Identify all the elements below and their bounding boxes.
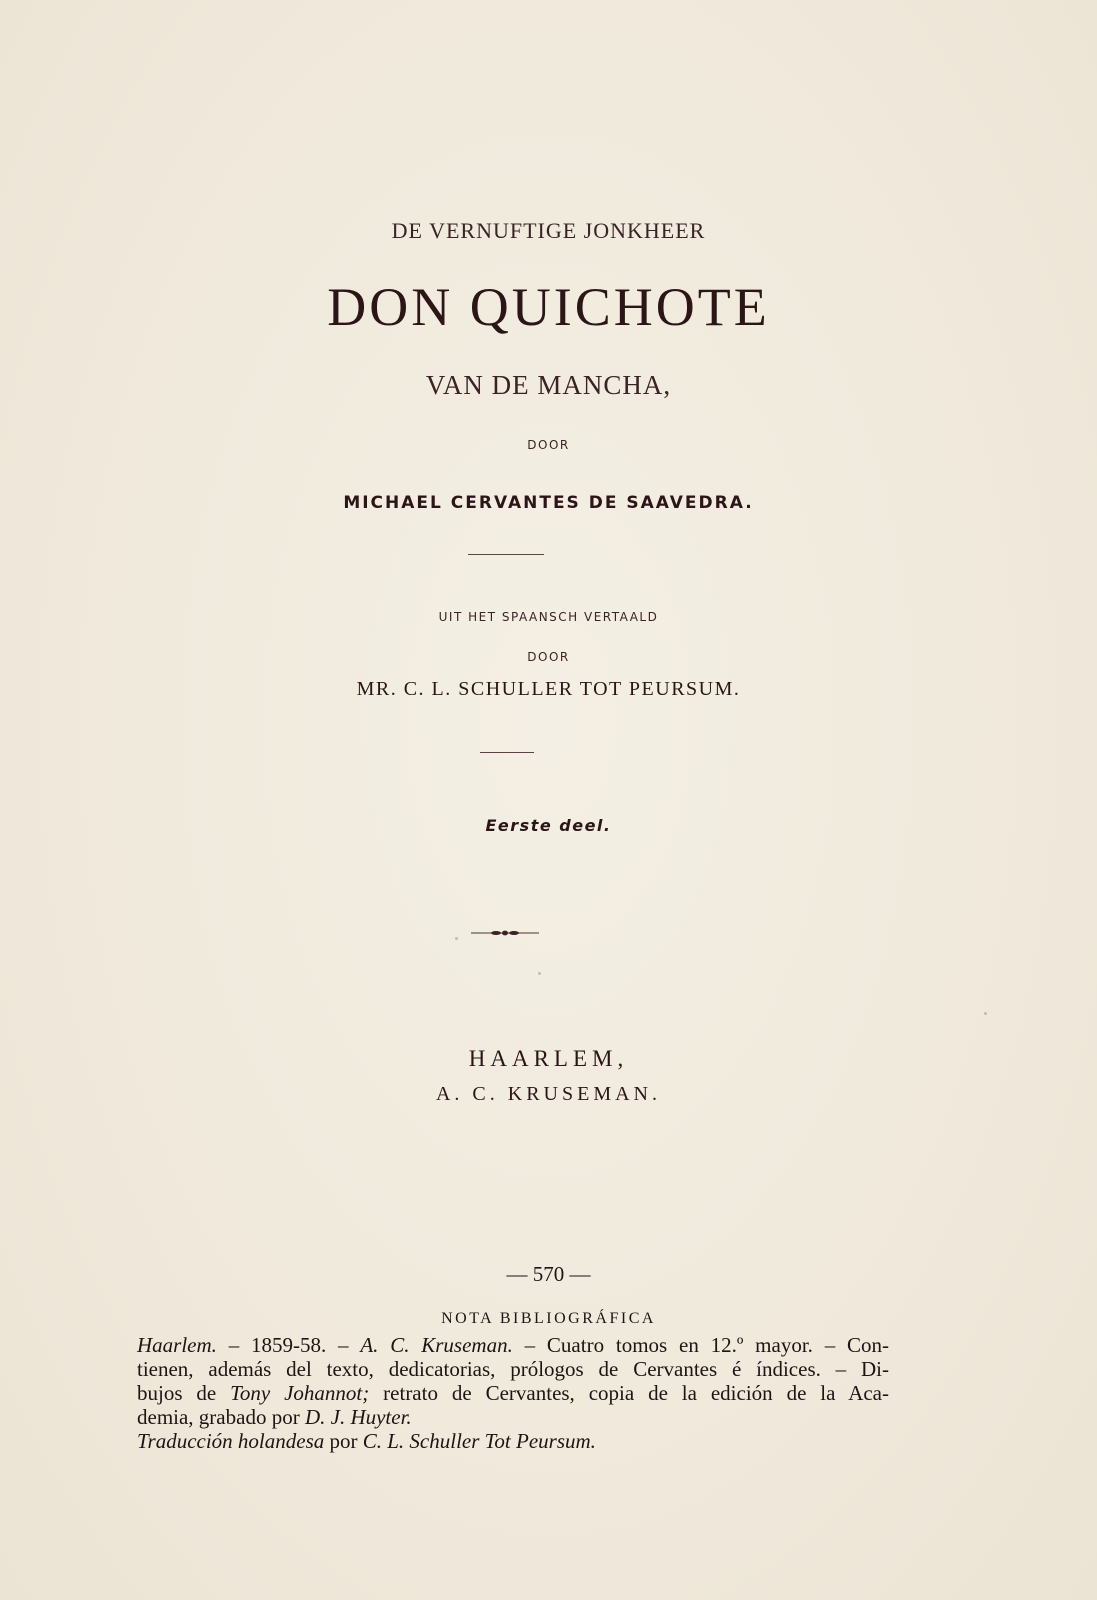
- note-text: retrato de Cervantes, copia de la edición de la Aca-: [369, 1381, 889, 1405]
- note-line: [137, 1333, 889, 1357]
- note-illustrator: Tony Johannot;: [230, 1381, 370, 1405]
- note-translator: C. L. Schuller Tot Peursum.: [362, 1429, 596, 1453]
- note-text: bujos de: [137, 1381, 231, 1405]
- paper-speck: [455, 937, 458, 940]
- book-title: DON QUICHOTE: [327, 277, 770, 337]
- note-text: demia, grabado por: [137, 1405, 305, 1429]
- note-translation-label: Traducción holandesa: [137, 1429, 325, 1453]
- author-name: MICHAEL CERVANTES DE SAAVEDRA.: [343, 493, 754, 513]
- note-engraver: D. J. Huyter.: [304, 1405, 412, 1429]
- note-text: por: [324, 1429, 363, 1453]
- paper-speck: [538, 972, 541, 975]
- note-line: [137, 1429, 889, 1453]
- volume-label: Eerste deel.: [485, 816, 612, 835]
- note-heading: NOTA BIBLIOGRÁFICA: [441, 1310, 656, 1327]
- note-publisher: A. C. Kruseman.: [360, 1333, 513, 1357]
- publisher-name: A. C. KRUSEMAN.: [435, 1083, 662, 1105]
- title-subtitle: DE VERNUFTIGE JONKHEER: [391, 218, 706, 243]
- note-text: – Cuatro tomos en 12.º mayor. – Con-: [512, 1333, 889, 1357]
- ornament-divider: [471, 928, 539, 938]
- note-line: [137, 1405, 889, 1429]
- translator-by-label: DOOR: [527, 650, 570, 664]
- note-line: [137, 1381, 889, 1405]
- translation-note: UIT HET SPAANSCH VERTAALD: [438, 610, 659, 624]
- note-dates: – 1859-58. –: [216, 1333, 361, 1357]
- paper-speck: [984, 1012, 987, 1015]
- divider-rule-short: [480, 752, 534, 753]
- title-place: VAN DE MANCHA,: [425, 370, 672, 400]
- note-city: Haarlem.: [137, 1333, 217, 1357]
- note-line: tienen, además del texto, dedicatorias, prólogos de Cervantes é índices. – Di-: [137, 1357, 889, 1381]
- publication-city: HAARLEM,: [468, 1046, 629, 1071]
- divider-rule: [468, 554, 544, 555]
- bibliographic-note: [137, 1333, 889, 1453]
- page-number: — 570 —: [506, 1262, 591, 1286]
- translator-name: MR. C. L. SCHULLER TOT PEURSUM.: [356, 678, 741, 700]
- by-label: DOOR: [527, 438, 570, 452]
